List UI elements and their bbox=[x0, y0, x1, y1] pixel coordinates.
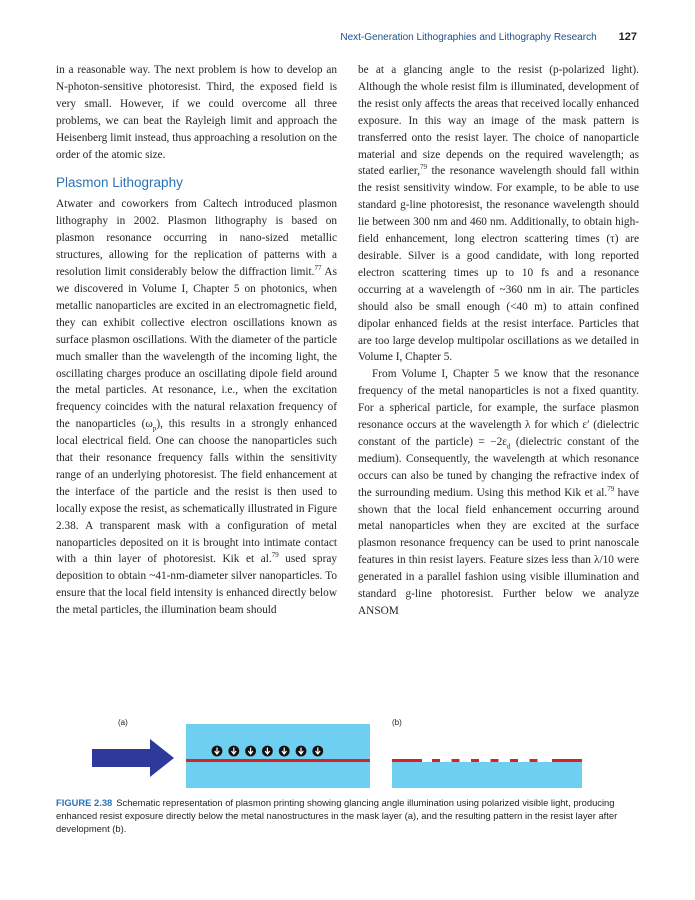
illumination-arrow-icon bbox=[92, 739, 174, 777]
subscript: d bbox=[506, 442, 511, 451]
panel-a-label: (a) bbox=[118, 718, 128, 727]
resist-segment bbox=[392, 759, 422, 762]
left-paragraph-1: in a reasonable way. The next problem is how to develop an N-photon-sensitive photoresist. Third, the exposed field is very small. However, if we could overcome all three problems, we can beat the Rayleigh limit and approach the Heisenberg limit instead, thus approaching a resolution on the order of the atomic size. bbox=[56, 64, 337, 161]
right-column bbox=[358, 62, 639, 620]
running-head bbox=[77, 31, 637, 45]
citation-ref: 79 bbox=[420, 163, 428, 172]
right-paragraph-2 bbox=[358, 366, 639, 620]
subscript: p bbox=[152, 424, 157, 433]
page-number: 127 bbox=[618, 31, 637, 43]
resist-layer-a bbox=[186, 759, 370, 762]
text-run: be at a glancing angle to the resist (p-polarized light). Although the whole resist film is illuminated, development of the resist only affects the areas that received locally enhanced exposure. In this way an image of the mask pattern is transferred onto the resist layer. The choice of nanoparticle material and size depends on the required wavelength; as stated earlier, bbox=[358, 64, 639, 178]
text-run: As we discovered in Volume I, Chapter 5 on photonics, when metallic nanoparticles are excited in an electromagnetic field, they can exhibit collective electron oscillations known as surface plasmon oscillations. With the diameter of the particle much smaller than the wavelength of the incoming light, the oscillating charges produce an oscillating dipole field around the metal particles. At resonance, i.e., when the excitation frequency coincides with the natural relaxation frequency of the nanoparticles (ω bbox=[56, 266, 337, 431]
resist-segment bbox=[471, 759, 479, 762]
figure-2-38 bbox=[90, 718, 600, 788]
resist-segment bbox=[510, 759, 518, 762]
mask-medium-a bbox=[186, 724, 370, 788]
text-run: ), this results in a strongly enhanced local electrical field. One can choose the nanoparticles such that their resonance frequency falls within the sensitivity range of an underlying photoresist. The field enhancement at the interface of the particle and the resist is then used to locally expose the resist, as schematically illustrated in Figure 2.38. A transparent mask with a configuration of metal nanoparticles deposited on it is brought into intimate contact with a thin layer of photoresist. Kik et al. bbox=[56, 418, 337, 566]
text-run: the resonance wavelength should fall within the resist sensitivity window. For example, to be able to use standard g-line photoresist, the resonance wavelength should lie between 300 nm and 460 nm. Additionally, to obtain high-field enhancement, long electron scattering times (τ) are desirable. Silver is a good candidate, with long reported electron scattering times up to 10 fs and a resonance occurring at a wavelength of ~360 nm in air. The particles should also be small enough (<40 m) to attain confined dipolar enhanced fields at the resist interface. Particles that are too large develop multipolar oscillations as we detailed in Volume I, Chapter 5. bbox=[358, 165, 640, 364]
left-column bbox=[56, 62, 337, 619]
resist-segment bbox=[552, 759, 582, 762]
text-run: Atwater and coworkers from Caltech introduced plasmon lithography in 2002. Plasmon lithography is based on plasmon resonance occurring in nano-sized metallic structures, allowing for the replication of patterns with a resolution limit considerably below the diffraction limit. bbox=[56, 198, 337, 279]
figure-caption bbox=[56, 796, 639, 836]
text-run: used spray deposition to obtain ~41-nm-diameter silver nanoparticles. To ensure that the local field intensity is enhanced directly below the metal particles, the illumination beam should bbox=[56, 553, 337, 617]
resist-segment bbox=[530, 759, 538, 762]
section-heading: Plasmon Lithography bbox=[56, 175, 183, 191]
resist-segment bbox=[432, 759, 440, 762]
caption-text: Schematic representation of plasmon printing showing glancing angle illumination using polarized visible light, producing enhanced resist exposure directly below the metal nanostructures in the mask layer (a), and the resulting pattern in the resist layer after development (b). bbox=[56, 797, 618, 835]
citation-ref: 79 bbox=[607, 484, 615, 493]
resist-segment bbox=[491, 759, 499, 762]
figure-diagram bbox=[90, 718, 600, 788]
substrate-b bbox=[392, 762, 582, 788]
text-run: From Volume I, Chapter 5 we know that the resonance frequency of the metal nanoparticles is not a fixed quantity. For a spherical particle, for example, the surface plasmon resonance occurs at the wavelength λ for which ε′ (dielectric constant of the particle) = −2ε bbox=[358, 368, 639, 448]
developed-resist-pattern bbox=[392, 759, 582, 762]
panel-b-label: (b) bbox=[392, 718, 402, 727]
resist-segment bbox=[452, 759, 460, 762]
figure-label: FIGURE 2.38 bbox=[56, 797, 113, 808]
citation-ref: 79 bbox=[271, 551, 279, 560]
left-paragraph-2 bbox=[56, 196, 337, 619]
text-run: have shown that the local field enhancement occurring around metal nanoparticles when they are excited at the surface plasmon resonance frequency can be used to print nanoscale features in thin resist layers. Feature sizes less than λ/10 were generated in a parallel fashion using visible illumination and standard g-line photoresist. Further below we analyze ANSOM bbox=[358, 486, 639, 617]
text-run: (dielectric constant of the medium). Consequently, the wavelength at which resonance occurs can also be tuned by changing the refractive index of the surrounding medium. Using this method Kik et al. bbox=[358, 435, 639, 499]
running-title: Next-Generation Lithographies and Lithography Research bbox=[340, 32, 597, 43]
citation-ref: 77 bbox=[314, 264, 322, 273]
right-paragraph-1 bbox=[358, 62, 639, 366]
